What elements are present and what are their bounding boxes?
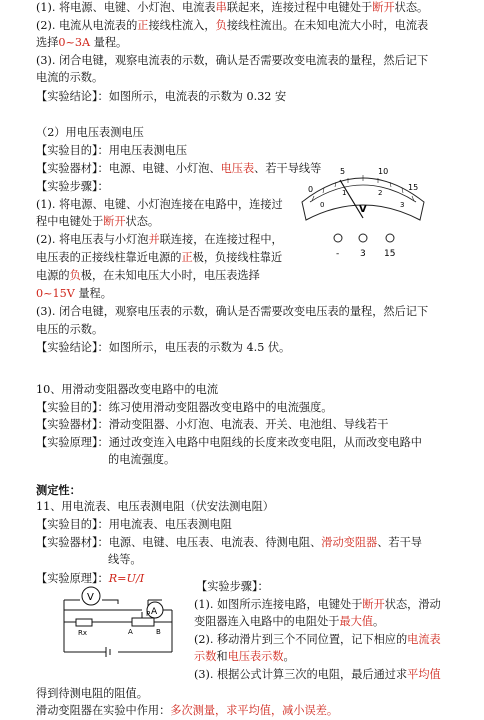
ammeter-label: A	[151, 607, 158, 617]
voltmeter-conclusion: 【实验结论】：如图所示，电压表的示数为 4.5 伏。	[36, 341, 291, 354]
keyword: 断开	[372, 1, 395, 14]
terminal-icon	[386, 234, 394, 242]
voltmeter-step-2-cont-1	[36, 250, 282, 266]
keyword: 0~15V	[36, 287, 75, 300]
end-label: A	[128, 628, 133, 636]
text: 【实验器材】：电源、电键、小灯泡、	[36, 162, 221, 175]
sec10-equipment: 【实验器材】：滑动变阻器、小灯泡、电流表、开关、电池组、导线若干	[36, 418, 389, 431]
text: 滑动变阻器在实验中作用：	[36, 704, 171, 717]
keyword: 断开	[362, 598, 385, 611]
sec10-goal: 【实验目的】：练习使用滑动变阻器改变电路中的电流强度。	[36, 401, 333, 414]
keyword: 断开	[103, 215, 126, 228]
slider-label: P	[146, 610, 151, 618]
text: 、若干导	[377, 536, 422, 549]
keyword: 电压表示数	[227, 650, 284, 663]
text: 选择	[36, 36, 59, 49]
formula: R=U/I	[108, 572, 145, 585]
text: 量程。	[90, 36, 128, 49]
text: 联连接，在连接过程中，	[159, 233, 283, 246]
voltmeter-step-3: (3). 闭合电键，观察电压表的示数，确认是否需要改变电压表的量程，然后记下	[36, 305, 429, 318]
voltmeter-step-2-cont-3	[36, 286, 112, 302]
voltmeter-step-2-cont-2	[36, 268, 260, 284]
text: 和	[216, 650, 228, 663]
voltmeter-steps-label: 【实验步骤】：	[36, 180, 109, 193]
voltmeter-step-3-cont: 电压的示数。	[36, 323, 104, 336]
voltmeter-figure	[298, 160, 428, 260]
sec11-steps-label: 【实验步骤】：	[196, 580, 269, 593]
keyword: 串	[215, 1, 227, 14]
sec10-principle: 【实验原理】：通过改变连入电路中电阻线的长度来改变电阻，从而改变电路中	[36, 436, 422, 449]
sec11-rheostat-role	[36, 703, 338, 719]
text: (2). 移动滑片到三个不同位置，记下相应的	[194, 633, 408, 646]
terminal-label: 15	[384, 249, 396, 259]
text: 【实验原理】：	[36, 572, 109, 585]
ammeter-step-3-cont: 电流的示数。	[36, 71, 104, 84]
keyword: 0~3A	[58, 36, 91, 49]
tick-label: 15	[408, 183, 419, 192]
ammeter-step-2	[36, 18, 428, 34]
text: 。	[283, 650, 295, 663]
ammeter-step-3: (3). 闭合电键，观察电流表的示数，确认是否需要改变电流表的量程，然后记下	[36, 54, 429, 67]
sec11-step-2-cont	[194, 649, 295, 665]
ammeter-step-2-cont	[36, 35, 127, 51]
inner-tick-label: 3	[400, 201, 405, 209]
sec10-principle-cont: 的电流强度。	[108, 453, 176, 466]
text: 极，负接线柱靠近	[192, 251, 283, 264]
keyword: 滑动变阻器	[321, 536, 378, 549]
sec11-step-3-cont: 得到待测电阻的阻值。	[36, 687, 148, 700]
keyword: 平均值	[407, 668, 441, 681]
terminal-icon	[359, 234, 367, 242]
tick-label: 0	[308, 185, 314, 194]
sec11-step-3	[194, 667, 441, 683]
sec11-step-1-cont	[194, 614, 384, 630]
text: (3). 根据公式计算三次的电阻，最后通过求	[194, 668, 408, 681]
measure-heading: 测定性：	[36, 483, 81, 497]
terminal-label: -	[336, 249, 340, 259]
voltmeter-step-1: (1). 将电源、电键、小灯泡连接在电路中，连接过	[36, 198, 283, 211]
inner-tick-label: 0	[320, 201, 325, 209]
text: 变阻器连入电路中的电阻处于	[194, 615, 340, 628]
text: 电源的	[36, 269, 70, 282]
text: 状态。	[394, 1, 429, 14]
voltmeter-goal: 【实验目的】：用电压表测电压	[36, 144, 188, 157]
text: (1). 将电源、电键、小灯泡、电流表	[36, 1, 216, 14]
keyword: 正	[137, 19, 149, 32]
terminal-label: 3	[360, 249, 366, 259]
text: 、若干导线等	[254, 162, 322, 175]
sec11-equipment	[36, 535, 422, 551]
text: 程中电键处于	[36, 215, 104, 228]
keyword: 电流表	[407, 633, 441, 646]
tick-label: 5	[340, 167, 346, 176]
voltmeter-equipment	[36, 161, 321, 177]
text: 状态，滑动	[384, 598, 441, 611]
inner-tick-label: 1	[342, 189, 347, 197]
text: 。	[373, 615, 385, 628]
resistor-label: Rx	[78, 629, 88, 637]
text: 接线柱流出。在未知电流大小时，电流表	[226, 19, 429, 32]
text: 极，在未知电压大小时，电压表选择	[80, 269, 260, 282]
keyword: 最大值	[339, 615, 374, 628]
sec10-title: 10、用滑动变阻器改变电路中的电流	[36, 383, 219, 396]
sec11-title: 11、用电流表、电压表测电阻（伏安法测电阻）	[36, 500, 274, 513]
voltmeter-step-2	[36, 232, 283, 248]
sec11-step-1	[194, 597, 441, 613]
text: (2). 电流从电流表的	[36, 19, 138, 32]
keyword: 正	[181, 251, 193, 264]
ammeter-step-1	[36, 0, 428, 16]
voltmeter-label: V	[87, 592, 94, 603]
text: (2). 将电压表与小灯泡	[36, 233, 149, 246]
text: 量程。	[74, 287, 112, 300]
text: 状态。	[125, 215, 160, 228]
keyword: 电压表	[220, 162, 255, 175]
voltmeter-title: （2）用电压表测电压	[36, 126, 144, 139]
keyword: 多次测量，求平均值，减小误差。	[170, 704, 339, 717]
keyword: 负	[69, 269, 81, 282]
inner-tick-label: 2	[378, 189, 383, 197]
text: 接线柱流入，	[148, 19, 216, 32]
unit-label: V	[359, 204, 367, 215]
text: 【实验器材】：电源、电键、电压表、电流表、待测电阻、	[36, 536, 322, 549]
voltmeter-step-1-cont	[36, 214, 159, 230]
end-label: B	[156, 628, 161, 636]
text: 电压表的正接线柱靠近电源的	[36, 251, 182, 264]
sec11-circuit-diagram	[52, 582, 182, 660]
text: 联起来，连接过程中电键处于	[226, 1, 373, 14]
keyword: 负	[215, 19, 227, 32]
ammeter-conclusion: 【实验结论】：如图所示，电流表的示数为 0.32 安	[36, 90, 287, 103]
tick-label: 10	[378, 167, 389, 176]
sec11-goal: 【实验目的】：用电流表、电压表测电阻	[36, 518, 232, 531]
sec11-step-2	[194, 632, 441, 648]
sec11-equipment-cont: 线等。	[108, 553, 142, 566]
terminal-icon	[334, 234, 342, 242]
keyword: 并	[148, 233, 160, 246]
text: (1). 如图所示连接电路，电键处于	[194, 598, 363, 611]
keyword: 示数	[194, 650, 217, 663]
